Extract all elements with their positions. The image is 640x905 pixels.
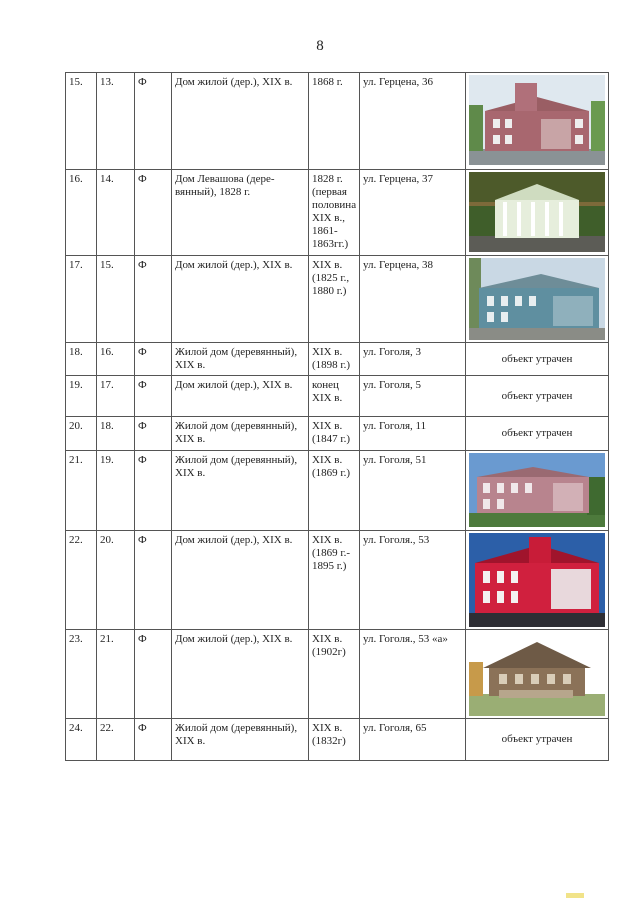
row-index: 17. xyxy=(66,256,97,343)
house-photo xyxy=(469,453,605,527)
status-cell xyxy=(466,719,609,761)
object-date: XIX в. (1902г) xyxy=(309,630,360,719)
table-row xyxy=(66,73,609,170)
object-category: Ф xyxy=(135,376,172,417)
object-address: ул. Гоголя., 53 «а» xyxy=(360,630,466,719)
table-row xyxy=(66,170,609,256)
object-number: 16. xyxy=(97,343,135,376)
object-category: Ф xyxy=(135,73,172,170)
status-cell xyxy=(466,417,609,451)
object-lost-status: объект утрачен xyxy=(501,427,573,439)
object-category: Ф xyxy=(135,256,172,343)
row-index: 23. xyxy=(66,630,97,719)
object-lost-status: объект утрачен xyxy=(501,389,573,402)
heritage-registry-table xyxy=(65,72,609,761)
row-index: 21. xyxy=(66,451,97,531)
table-row xyxy=(66,630,609,719)
object-address: ул. Гоголя, 51 xyxy=(360,451,466,531)
object-address: ул. Гоголя, 65 xyxy=(360,719,466,761)
object-number: 13. xyxy=(97,73,135,170)
object-name: Дом жилой (дер.), XIX в. xyxy=(172,73,309,170)
scan-mark xyxy=(566,893,584,898)
object-category: Ф xyxy=(135,170,172,256)
object-date: XIX в. (1869 г.) xyxy=(309,451,360,531)
object-category: Ф xyxy=(135,531,172,630)
page-number: 8 xyxy=(316,38,324,54)
object-number: 19. xyxy=(97,451,135,531)
object-name: Дом жилой (дер.), XIX в. xyxy=(172,376,309,417)
object-address: ул. Гоголя., 53 xyxy=(360,531,466,630)
object-name: Дом Левашова (дере-вянный), 1828 г. xyxy=(172,170,309,256)
object-number: 17. xyxy=(97,376,135,417)
row-index: 15. xyxy=(66,73,97,170)
status-cell xyxy=(466,376,609,417)
object-name: Дом жилой (дер.), XIX в. xyxy=(172,531,309,630)
table-row xyxy=(66,417,609,451)
object-name: Жилой дом (деревянный), XIX в. xyxy=(172,451,309,531)
object-name: Дом жилой (дер.), XIX в. xyxy=(172,256,309,343)
row-index: 20. xyxy=(66,417,97,451)
status-cell xyxy=(466,343,609,376)
object-number: 14. xyxy=(97,170,135,256)
object-name: Дом жилой (дер.), XIX в. xyxy=(172,630,309,719)
object-date: XIX в. (1898 г.) xyxy=(309,343,360,376)
row-index: 16. xyxy=(66,170,97,256)
table-row xyxy=(66,343,609,376)
table-row xyxy=(66,451,609,531)
object-number: 22. xyxy=(97,719,135,761)
object-number: 20. xyxy=(97,531,135,630)
photo-cell xyxy=(466,256,609,343)
object-category: Ф xyxy=(135,417,172,451)
object-address: ул. Герцена, 38 xyxy=(360,256,466,343)
row-index: 22. xyxy=(66,531,97,630)
object-lost-status: объект утрачен xyxy=(501,352,573,365)
object-name: Жилой дом (деревянный), XIX в. xyxy=(172,719,309,761)
house-photo xyxy=(469,632,605,716)
house-photo xyxy=(469,75,605,165)
table-row xyxy=(66,376,609,417)
object-name: Жилой дом (деревянный), XIX в. xyxy=(172,343,309,376)
photo-cell xyxy=(466,170,609,256)
object-number: 18. xyxy=(97,417,135,451)
photo-cell xyxy=(466,451,609,531)
object-lost-status: объект утрачен xyxy=(501,733,573,745)
photo-cell xyxy=(466,531,609,630)
object-name: Жилой дом (деревянный), XIX в. xyxy=(172,417,309,451)
object-category: Ф xyxy=(135,451,172,531)
object-date: конец XIX в. xyxy=(309,376,360,417)
object-address: ул. Герцена, 37 xyxy=(360,170,466,256)
row-index: 24. xyxy=(66,719,97,761)
table-row xyxy=(66,256,609,343)
object-date: XIX в. (1832г) xyxy=(309,719,360,761)
object-date: 1868 г. xyxy=(309,73,360,170)
object-address: ул. Гоголя, 5 xyxy=(360,376,466,417)
object-number: 21. xyxy=(97,630,135,719)
house-photo xyxy=(469,533,605,627)
house-photo xyxy=(469,172,605,252)
object-category: Ф xyxy=(135,719,172,761)
object-date: 1828 г. (первая половина XIX в., 1861-1863гг.) xyxy=(309,170,360,256)
photo-cell xyxy=(466,630,609,719)
object-date: XIX в. (1847 г.) xyxy=(309,417,360,451)
table-row xyxy=(66,531,609,630)
house-photo xyxy=(469,258,605,340)
row-index: 19. xyxy=(66,376,97,417)
object-category: Ф xyxy=(135,630,172,719)
photo-cell xyxy=(466,73,609,170)
object-address: ул. Гоголя, 11 xyxy=(360,417,466,451)
object-number: 15. xyxy=(97,256,135,343)
object-category: Ф xyxy=(135,343,172,376)
object-date: XIX в. (1825 г., 1880 г.) xyxy=(309,256,360,343)
table-row xyxy=(66,719,609,761)
object-address: ул. Герцена, 36 xyxy=(360,73,466,170)
object-address: ул. Гоголя, 3 xyxy=(360,343,466,376)
row-index: 18. xyxy=(66,343,97,376)
object-date: XIX в. (1869 г.- 1895 г.) xyxy=(309,531,360,630)
